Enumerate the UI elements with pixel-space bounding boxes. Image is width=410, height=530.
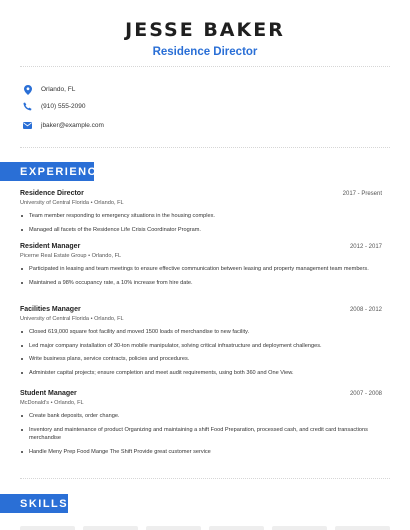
- bullet-item: Administer capital projects; ensure completion and meet audit requirements, using both 360 and One View.: [20, 369, 382, 378]
- contact-email-text[interactable]: jbaker@example.com: [41, 122, 104, 129]
- job-dates: 2008 - 2012: [349, 307, 382, 313]
- skill-chip: [335, 526, 390, 530]
- job-organization: University of Central Florida • Orlando, FL: [20, 200, 124, 206]
- bullet-item: Write business plans, service contracts, policies and procedures.: [20, 355, 382, 364]
- job-organization: McDonald's • Orlando, FL: [20, 400, 84, 406]
- location-pin-icon: [22, 84, 33, 95]
- job-dates: 2007 - 2008: [349, 391, 382, 397]
- job-title: Residence Director: [20, 190, 84, 197]
- bullet-item: Maintained a 98% occupancy rate, a 10% increase from hire date.: [20, 279, 382, 288]
- bullet-item: Handle Meny Prep Food Mange The Shift Provide great customer service: [20, 448, 382, 457]
- divider: [20, 147, 390, 148]
- resume-header: [0, 0, 410, 58]
- job-entry: [20, 390, 382, 461]
- bullet-item: Managed all facets of the Residence Life Crisis Coordinator Program.: [20, 226, 382, 235]
- divider: [20, 66, 390, 67]
- bullet-item: Closed 619,000 square foot facility and moved 1500 loads of merchandise to new facility.: [20, 328, 382, 337]
- bullet-item: Create bank deposits, order change.: [20, 412, 382, 421]
- bullet-item: Inventory and maintenance of product Organizing and maintaining a shift Food Preparation, processed cash, and credit card transactions merchandise: [20, 426, 382, 443]
- job-bullets: [20, 328, 382, 377]
- divider: [20, 478, 390, 479]
- job-bullets: [20, 412, 382, 456]
- job-bullets: [20, 212, 382, 234]
- phone-icon: [22, 101, 33, 112]
- bullet-item: Team member responding to emergency situations in the housing complex.: [20, 212, 382, 221]
- skill-chip: [209, 526, 264, 530]
- job-title: Facilities Manager: [20, 306, 81, 313]
- contact-phone-text: (910) 555-2090: [41, 103, 86, 110]
- contact-phone: [22, 97, 85, 116]
- candidate-role: Residence Director: [152, 46, 258, 58]
- skill-chip: [20, 526, 75, 530]
- contact-location-text: Orlando, FL: [41, 86, 76, 93]
- job-organization: Picerne Real Estate Group • Orlando, FL: [20, 253, 122, 259]
- job-bullets: [20, 265, 382, 287]
- section-header-experience: EXPERIENCE: [0, 162, 94, 181]
- email-icon: [22, 120, 33, 131]
- section-header-skills: SKILLS: [0, 494, 68, 513]
- job-title: Student Manager: [20, 390, 77, 397]
- job-entry: [20, 190, 382, 239]
- bullet-item: Led major company installation of 30-ton mobile manipulator, solving critical infrastructure and deployment challenges.: [20, 342, 382, 351]
- candidate-name: JESSE BAKER: [125, 19, 285, 41]
- job-entry: [20, 306, 382, 382]
- bullet-item: Participated in leasing and team meetings to ensure effective communication between leasing and property management team members.: [20, 265, 382, 274]
- skills-row: [20, 526, 390, 530]
- skill-chip: [146, 526, 201, 530]
- skill-chip: [272, 526, 327, 530]
- job-entry: [20, 243, 382, 292]
- job-organization: University of Central Florida • Orlando, FL: [20, 316, 124, 322]
- contact-email[interactable]: [22, 116, 104, 135]
- skill-chip: [83, 526, 138, 530]
- job-dates: 2017 - Present: [342, 191, 382, 197]
- job-title: Resident Manager: [20, 243, 81, 250]
- job-dates: 2012 - 2017: [349, 244, 382, 250]
